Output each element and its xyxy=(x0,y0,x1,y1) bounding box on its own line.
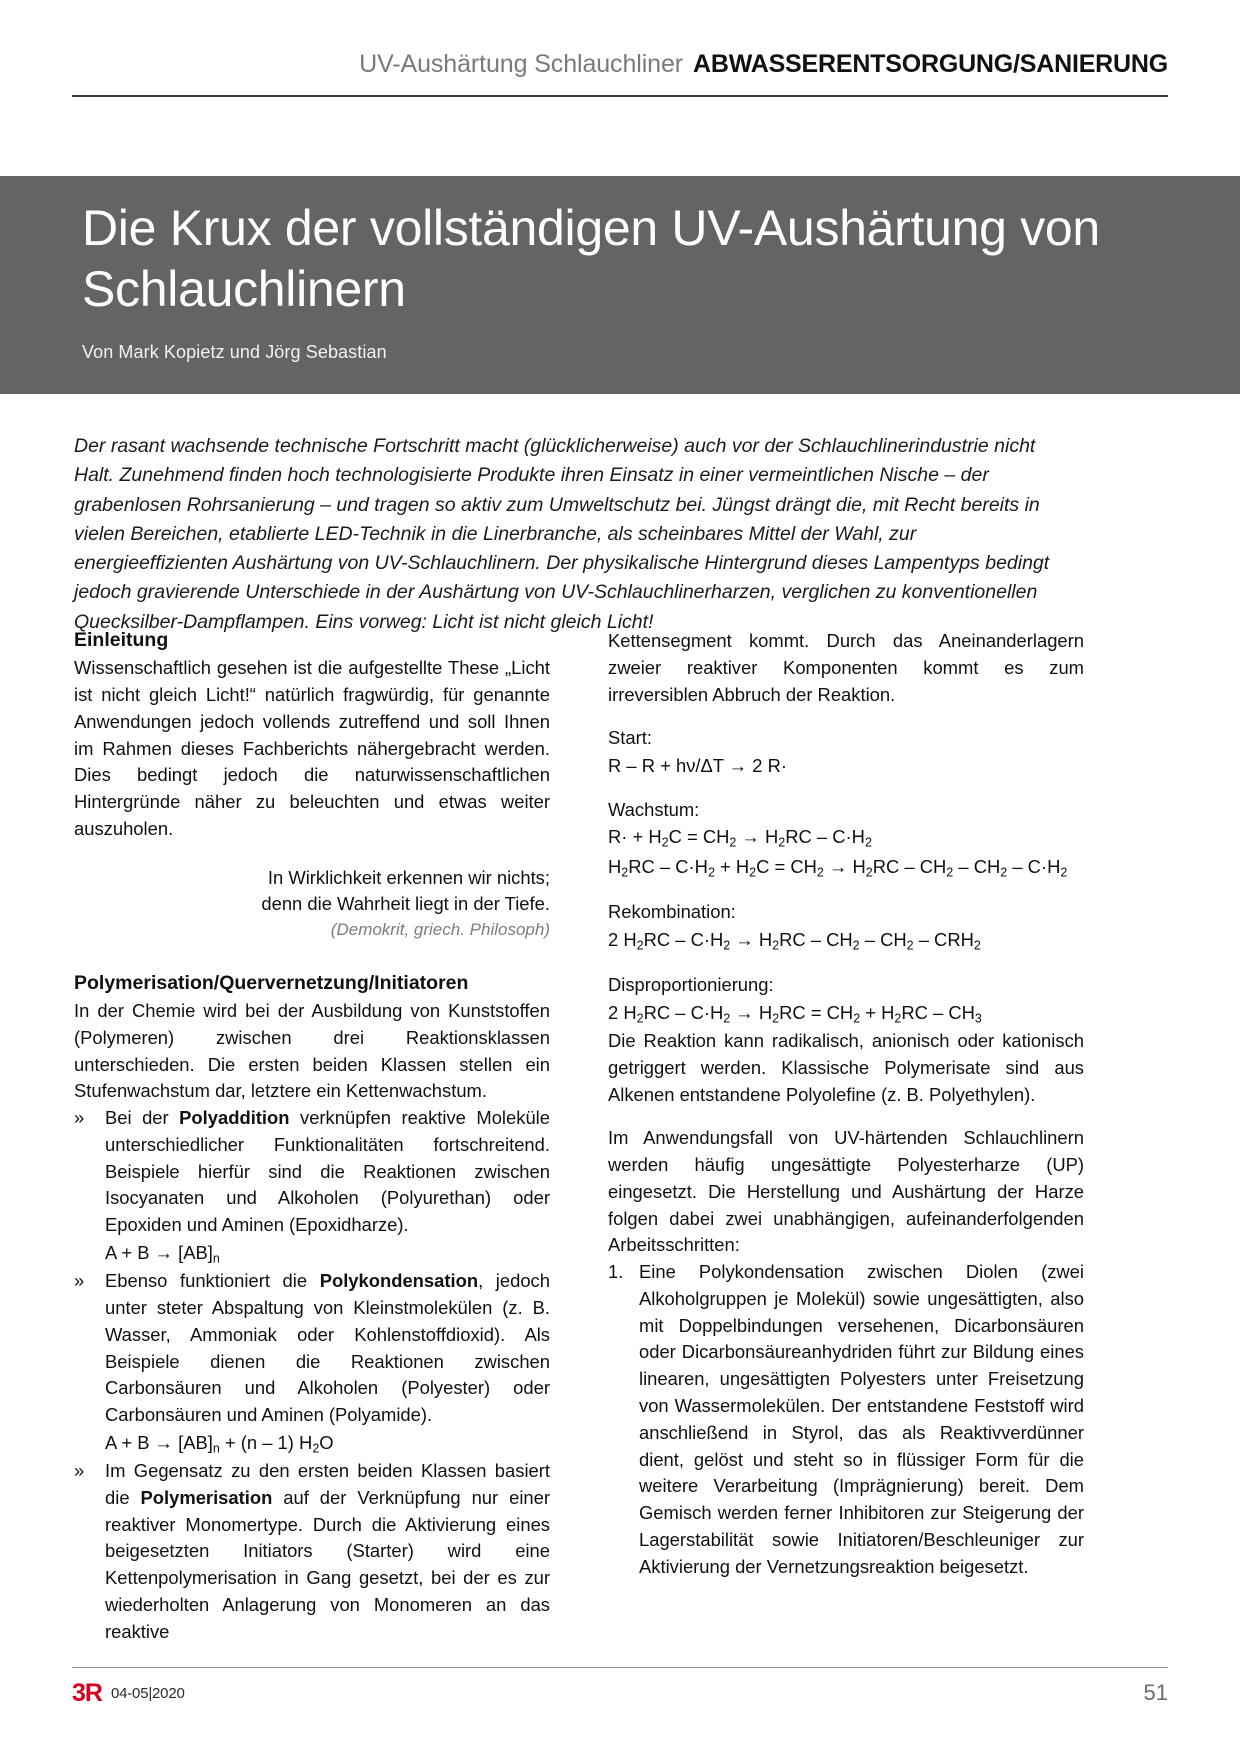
running-head-rubric: ABWASSERENTSORGUNG/SANIERUNG xyxy=(693,50,1168,78)
formula-start: R – R + hν/ΔT → 2 R· xyxy=(608,755,788,777)
formula-wachstum-2: $H_2RC - C\cdot H_2 + H_2C = CH_2 \to H_2RC - CH_2 - CH_2 - C\cdot H_2$ xyxy=(608,855,1068,880)
reaction-label-rekombination: Rekombination: xyxy=(608,900,736,922)
reaction-label-wachstum: Wachstum: xyxy=(608,798,700,820)
footer-rule xyxy=(72,1667,1168,1668)
pull-quote xyxy=(74,865,550,943)
quote-line-1: In Wirklichkeit erkennen wir nichts; xyxy=(267,866,550,888)
bullet-marker: » xyxy=(74,1460,85,1482)
reaction-label-start: Start: xyxy=(608,727,652,749)
right-column xyxy=(608,628,1084,1645)
list-item-bold-term: Polyaddition xyxy=(179,1107,290,1129)
title-band xyxy=(0,176,1240,394)
list-item-bold-term: Polymerisation xyxy=(140,1486,273,1508)
formula-polyaddition: $A + B \to [AB]_n$ xyxy=(105,1241,220,1266)
formula-rekombination: 2 $H_2RC - C\cdot H_2 \to H_2RC - CH_2 - CH_2 - CRH_2$ xyxy=(608,928,981,953)
paragraph-einleitung: Wissenschaftlich gesehen ist die aufgestellte These „Licht ist nicht gleich Licht!“ natürlich fragwürdig, für genannte Anwendungen jedoch vollends zutreffend und soll Ihnen im Rahmen dieses Fachberichts nähergebracht werden. Dies bedingt jedoch die naturwissenschaftlichen Hintergründe näher zu beleuchten und etwas weiter auszuholen. xyxy=(74,657,550,839)
list-item xyxy=(74,1268,550,1458)
bullet-marker: » xyxy=(74,1107,85,1129)
list-item-bold-term: Polykondensation xyxy=(319,1270,479,1292)
paragraph-continued: Kettensegment kommt. Durch das Aneinanderlagern zweier reaktiver Komponenten kommt es zum irreversiblen Abbruch der Reaktion. xyxy=(608,630,1084,705)
running-head-rule xyxy=(72,95,1168,97)
heading-polymerisation: Polymerisation/Quervernetzung/Initiatoren xyxy=(74,971,469,994)
running-head-section: UV-Aushärtung Schlauchliner xyxy=(359,50,683,78)
step-number: 1. xyxy=(608,1261,624,1283)
body-columns xyxy=(74,628,1084,1645)
reaction-class-list xyxy=(74,1105,550,1645)
left-column xyxy=(74,628,550,1645)
arbeitsschritte-list xyxy=(608,1259,1084,1580)
list-item-text-before: Ebenso funktioniert die xyxy=(105,1270,320,1292)
quote-attribution: (Demokrit, griech. Philosoph) xyxy=(330,920,550,940)
reaction-label-disproportionierung: Disproportionierung: xyxy=(608,974,774,995)
list-item-text-after: auf der Verknüpfung nur einer reaktiver Monomertype. Durch die Aktivierung eines beigesetzten Initiators (Starter) wird eine Kettenpolymerisation in Gang gesetzt, bei der es zur wiederholten Anlagerung von Monomeren an das reaktive xyxy=(105,1486,550,1642)
list-item-text-after: , jedoch unter steter Abspaltung von Kleinstmolekülen (z. B. Wasser, Ammoniak oder Kohlenstoffdioxid). Als Beispiele dienen die Reaktionen zwischen Carbonsäuren und Alkoholen (Polyester) oder Carbonsäuren und Aminen (Polyamide). xyxy=(105,1270,550,1426)
paragraph-polymerisation: In der Chemie wird bei der Ausbildung von Kunststoffen (Polymeren) zwischen drei Reaktionsklassen unterschieden. Die ersten beiden Klassen stellen ein Stufenwachstum dar, letztere ein Kettenwachstum. xyxy=(74,1000,550,1102)
issue-number: 04-05|2020 xyxy=(110,1684,185,1702)
bullet-marker: » xyxy=(74,1270,85,1292)
list-item-text-after: verknüpfen reaktive Moleküle unterschiedlicher Funktionalitäten fortschreitend. Beispiele hierfür sind die Reaktionen zwischen Isocyanaten und Alkoholen (Polyurethan) oder Epoxiden und Aminen (Epoxidharze). xyxy=(105,1107,550,1236)
quote-line-2: denn die Wahrheit liegt in der Tiefe. xyxy=(261,893,550,915)
paragraph-after-reactions: Die Reaktion kann radikalisch, anionisch oder kationisch getriggert werden. Klassische Polymerisate sind aus Alkenen entstandene Polyolefine (z. B. Polyethylen). xyxy=(608,1030,1084,1105)
list-item xyxy=(74,1458,550,1645)
lead-paragraph: Der rasant wachsende technische Fortschritt macht (glücklicherweise) auch vor der Schlauchlinerindustrie nicht Halt. Zunehmend finden hoch technologisierte Produkte ihren Einsatz in einer vermeintlichen Nische – der grabenlosen Rohrsanierung – und tragen so aktiv zum Umweltschutz bei. Jüngst drängt die, mit Recht bereits in vielen Bereichen, etablierte LED-Technik in die Linerbranche, als scheinbares Mittel der Wahl, zur energieeffizienten Aushärtung von UV-Schlauchlinern. Der physikalische Hintergrund dieses Lampentyps bedingt jedoch gravierende Unterschiede in der Aushärtung von UV-Schlauchlinerharzen, verglichen zu konventionellen Quecksilber-Dampflampen. Eins vorweg: Licht ist nicht gleich Licht! xyxy=(74,435,1050,633)
list-item-text-before: Bei der xyxy=(105,1107,180,1129)
list-item-text-before: Im Gegensatz zu den ersten beiden Klassen basiert die xyxy=(105,1460,550,1508)
page-number: 51 xyxy=(1143,1680,1168,1705)
byline: Von Mark Kopietz und Jörg Sebastian xyxy=(82,342,387,362)
footer-left xyxy=(72,1678,185,1707)
page-title: Die Krux der vollständigen UV-Aushärtung von Schlauchlinern xyxy=(82,200,1100,317)
brand-logo-3r: 3R xyxy=(72,1678,102,1707)
step-text: Eine Polykondensation zwischen Diolen (zwei Alkoholgruppen je Molekül) sowie ungesättigten, also mit Doppelbindungen versehenen, Dicarbonsäuren oder Dicarbonsäureanhydriden führt zur Bildung eines linearen, ungesättigten Polyesters unter Freisetzung von Wassermolekülen. Der entstandene Feststoff wird anschließend in Styrol, das als Reaktivverdünner dient, gelöst und steht so in flüssiger Form für die weitere Verarbeitung (Imprägnierung) bereit. Dem Gemisch werden ferner Inhibitoren zur Steigerung der Lagerstabilität sowie Initiatoren/Beschleuniger zur Aktivierung der Vernetzungsreaktion beigesetzt. xyxy=(639,1261,1084,1577)
running-head xyxy=(72,50,1168,92)
formula-wachstum-1: $R\cdot + H_2C = CH_2 \to H_2RC - C\cdot H_2$ xyxy=(608,826,872,850)
list-item xyxy=(608,1259,1084,1580)
page-footer xyxy=(72,1680,1168,1706)
formula-disproportionierung: 2 $H_2RC - C\cdot H_2 \to H_2RC = CH_2 + H_2RC - CH_3$ xyxy=(608,1001,982,1026)
list-item xyxy=(74,1105,550,1268)
formula-polykondensation: $A + B \to [AB]_n + (n - 1)$ $H_2O$ xyxy=(105,1431,334,1456)
heading-einleitung: Einleitung xyxy=(74,629,169,651)
paragraph-anwendungsfall: Im Anwendungsfall von UV-härtenden Schlauchlinern werden häufig ungesättigte Polyesterharze (UP) eingesetzt. Die Herstellung und Aushärtung der Harze folgen dabei zwei unabhängigen, aufeinanderfolgenden Arbeitsschritten: xyxy=(608,1127,1084,1256)
